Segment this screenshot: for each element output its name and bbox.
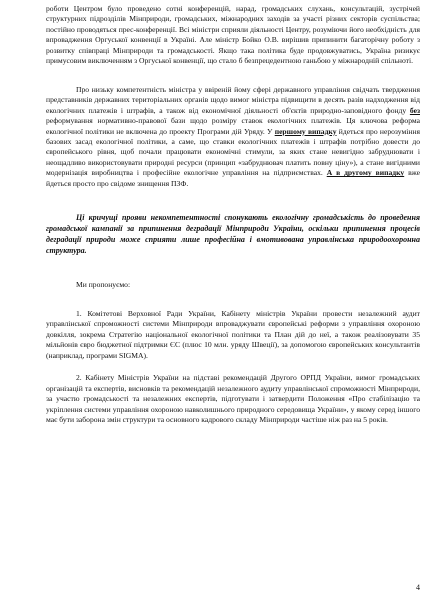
paragraph-campaign-statement: Ці кричущі прояви некомпетентності спонукають екологічну громадськість до проведення громадської кампанії за припинення деградації Мінприроди України, оскільки припинення процесів деградації природи може сприяти лише професійна і вмотивована управлінська природоохоронна структура.	[46, 213, 420, 255]
paragraph-minister-competence	[46, 85, 420, 190]
p2-text-a: Про низьку компетентність міністра у ввіреній йому сфері державного управління свідчать твердження представників державних територіальних органів щодо вимог міністра підвищити в десять разів надходження від екологічних платежів і штрафів, а також від економічної діяльності об'єктів природно-заповідного фонду	[46, 84, 420, 115]
p2-text-c: реформування нормативно-правової бази щодо розміру ставок екологічних платежів. Ця ключова реформа екологічної політики не включена до проекту Програми дій Уряду. У	[46, 116, 420, 136]
paragraph-aarhus-center: роботи Центром було проведено сотні конференцій, нарад, громадських слухань, консультацій, зустрічей структурних підрозділів Мінприроди, громадських, міжнародних заходів за участі різних секторів суспільства; постійно проводяться прес-конференції. Всі міністри сприяли діяльності Центру, розуміючи його необхідність для впровадження Оргуської конвенції в Україні. Але міністр Бойко О.В. вирішив припинити багаторічну роботу з розвитку співпраці Мінприроди та громадськості. Якщо така політика буде продовжуватись, Україна ризикує примусовим виключенням з Оргуської конвенції, що стало б безпрецедентною ганьбою у міжнародній спільноті.	[46, 4, 420, 66]
p2-emphasis-without: без	[409, 105, 420, 115]
proposal-item-2: 2. Кабінету Міністрів України на підставі рекомендацій Другого ОРПД України, вимог громадських організацій та експертів, висновків та рекомендацій незалежного аудиту управлінської спроможності Мінприроди, за участю громадськості та незалежних експертів, підготувати і затвердити Положення «Про стабілізацію та укріплення системи управління охороною навколишнього природного середовища України», у якому серед іншого має бути заборона змін структури та основного кадрового складу Мінприроди частіше ніж раз на 5 років.	[46, 373, 420, 424]
p2-text-e: йдеться про нерозуміння базових засад екологічної політики, а саме, що ставки екологічних платежів і штрафів потрібно довести до європейського рівня, щоб почали працювати економічні стимули, за яких стане невигідно забруднювати і неощадливо використовувати природні ресурси (принцип «забруднювач платить повну ціну»), а стане вигідними модернізація виробництва і професійне екологічне управління на підприємствах.	[46, 126, 420, 178]
paragraph-we-propose: Ми пропонуємо:	[76, 280, 131, 290]
p2-emphasis-first-case: першому випадку	[274, 126, 337, 136]
p2-text-g: вже йдеться просто про свідоме знищення ПЗФ.	[46, 168, 420, 188]
page-number: 4	[416, 583, 420, 592]
p2-emphasis-second-case: А в другому випадку	[326, 168, 405, 178]
proposal-item-1: 1. Комітетові Верховної Ради України, Кабінету міністрів України провести незалежний аудит управлінської спроможності системи Мінприроди впроваджувати європейські реформи з управління охороною довкілля, зокрема Стратегію національної екологічної політики та План дій до неї, а також реалізовувати 35 мільйонів євро бюджетної підтримки ЄС (плюс 10 млн. уряду Швеції), за допомогою європейських консультантів (наприклад, програми SIGMA).	[46, 308, 420, 360]
